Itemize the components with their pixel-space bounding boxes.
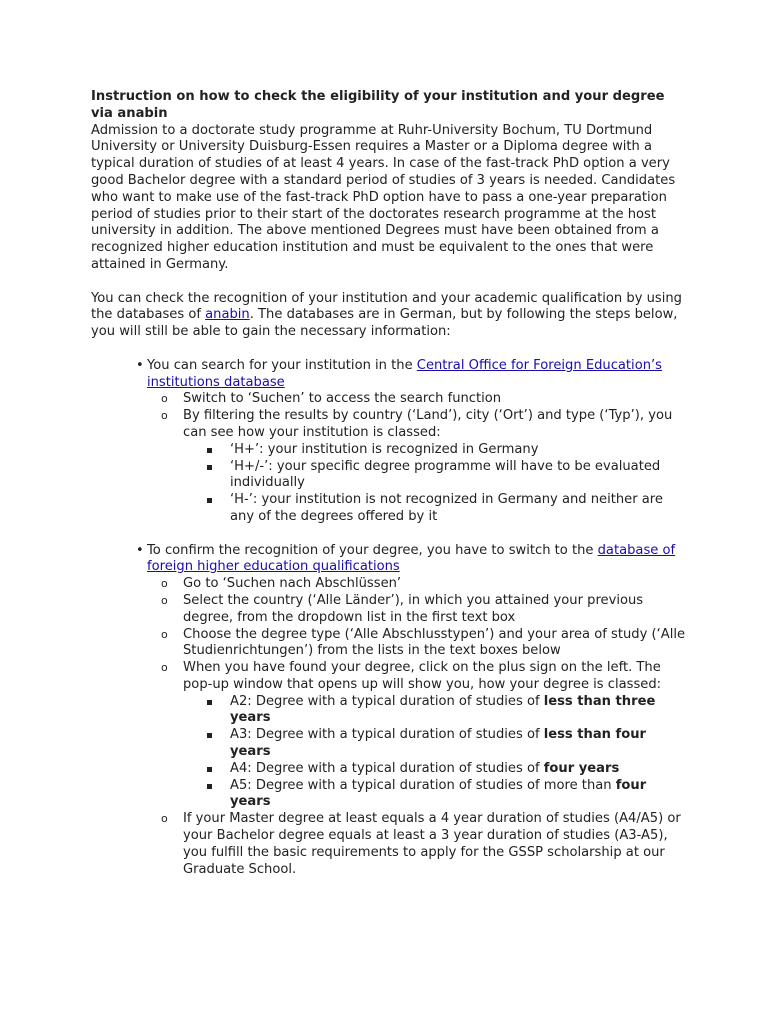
list-item (230, 778, 688, 812)
step-text: When you have found your degree, click on the plus sign on the left. The pop-up window that opens up will show you, how your degree is classed: (183, 660, 662, 692)
step-text: Switch to ‘Suchen’ to access the search function (183, 391, 502, 407)
square-bullet-icon (207, 733, 212, 738)
list-item (230, 442, 688, 459)
anabin-link[interactable]: anabin (205, 307, 250, 323)
square-bullet-icon (207, 700, 212, 705)
class-bold: four years (230, 777, 647, 810)
section2-text: To confirm the recognition of your degree, you have to switch to the (147, 542, 598, 558)
circle-bullet-icon: o (161, 577, 168, 591)
class-prefix: A5: Degree with a typical duration of studies of more than (230, 777, 616, 793)
section2-steps (147, 576, 688, 878)
institution-classes (183, 442, 688, 526)
step-text: Select the country (‘Alle Länder’), in which you attained your previous degree, from the dropdown list in the first text box (183, 592, 644, 625)
institutions-database-link[interactable]: Central Office for Foreign Education’s institutions database (147, 357, 662, 390)
class-bold: less than four years (230, 727, 647, 760)
list-item (161, 408, 688, 526)
qualifications-database-link[interactable]: database of foreign higher education qualifications (147, 542, 676, 575)
check-paragraph (91, 291, 688, 341)
spacer (91, 526, 688, 543)
final-text: If your Master degree at least equals a 4 year duration of studies (A4/A5) or your Bachelor degree equals at least a 3 year duration of studies (A3-A5), you fulfill the basic requirements to apply for the GSSP scholarship at our Graduate School. (183, 811, 681, 877)
list-item (230, 492, 688, 526)
bullet-icon: • (136, 357, 144, 373)
circle-bullet-icon: o (161, 661, 168, 675)
intro-text: Admission to a doctorate study programme at Ruhr-University Bochum, TU Dortmund University or University Duisburg-Essen requires a Master or a Diploma degree with a typical duration of studies of at least 4 years. In case of the fast-track PhD option a very good Bachelor degree with a standard period of studies of 3 years is needed. Candidates who want to make use of the fast-track PhD option have to pass a one-year preparation period of studies prior to their start of the doctorates research programme at the host university in addition. The above mentioned Degrees must have been obtained from a recognized higher education institution and must be equivalent to the ones that were attained in Germany. (91, 122, 676, 272)
list-item (230, 459, 688, 493)
list-item (230, 761, 688, 778)
list-item (230, 727, 688, 761)
step-text: By filtering the results by country (‘Land’), city (‘Ort’) and type (‘Typ’), you can see how your institution is classed: (183, 408, 673, 440)
degree-section (91, 543, 688, 879)
class-text: ‘H-’: your institution is not recognized in Germany and neither are any of the degrees offered by it (230, 492, 663, 524)
square-bullet-icon (207, 784, 212, 789)
list-item (136, 357, 688, 526)
square-bullet-icon (207, 498, 212, 503)
class-prefix: A3: Degree with a typical duration of studies of (230, 727, 544, 743)
class-bold: less than three years (230, 693, 656, 726)
list-item (161, 626, 688, 661)
class-bold: four years (543, 760, 620, 776)
list-item (161, 811, 688, 878)
document-title: Instruction on how to check the eligibility of your institution and your degree via anabin (91, 89, 665, 121)
bullet-icon: • (136, 542, 144, 558)
institution-section (91, 358, 688, 526)
class-text: ‘H+’: your institution is recognized in Germany (230, 441, 539, 457)
list-item (136, 542, 688, 879)
circle-bullet-icon: o (161, 627, 168, 641)
spacer (91, 274, 688, 291)
circle-bullet-icon: o (161, 812, 168, 826)
section1-text: You can search for your institution in the (147, 357, 417, 373)
circle-bullet-icon: o (161, 593, 168, 607)
square-bullet-icon (207, 465, 212, 470)
step-text: Go to ‘Suchen nach Abschlüssen’ (183, 576, 402, 592)
section1-steps (147, 391, 688, 525)
list-item (161, 391, 688, 408)
step-text: Choose the degree type (‘Alle Abschlusstypen’) and your area of study (‘Alle Studienrichtungen’) from the lists in the text boxes below (183, 626, 686, 659)
class-text: ‘H+/-’: your specific degree programme will have to be evaluated individually (230, 458, 661, 491)
spacer (91, 341, 688, 358)
list-item (230, 694, 688, 728)
intro-paragraph (91, 89, 688, 274)
square-bullet-icon (207, 767, 212, 772)
circle-bullet-icon: o (161, 409, 168, 423)
class-prefix: A2: Degree with a typical duration of studies of (230, 693, 544, 709)
check-text-before: You can check the recognition of your institution and your academic qualification by using the databases of (91, 290, 682, 323)
square-bullet-icon (207, 448, 212, 453)
list-item (161, 576, 688, 593)
class-prefix: A4: Degree with a typical duration of studies of (230, 760, 544, 776)
list-item (161, 660, 688, 811)
check-text-after: . The databases are in German, but by following the steps below, you will still be able to gain the necessary information: (91, 307, 678, 340)
list-item (161, 592, 688, 627)
circle-bullet-icon: o (161, 392, 168, 406)
degree-classes (183, 694, 688, 812)
